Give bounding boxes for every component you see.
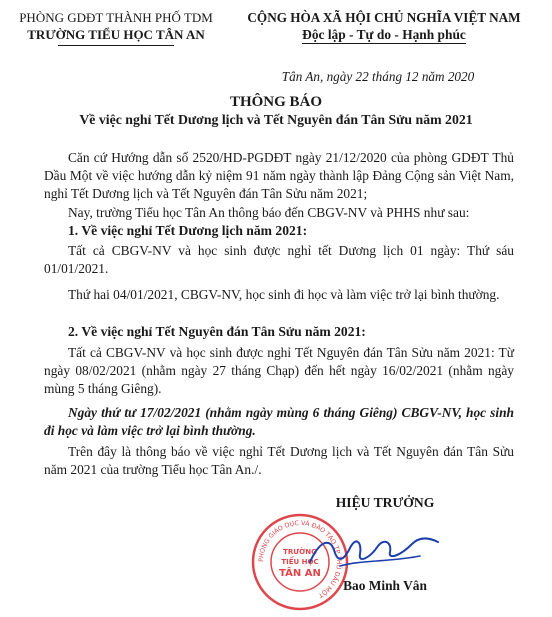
closing-paragraph: Trên đây là thông báo về việc nghỉ Tết Dương lịch và Tết Nguyên đán Tân Sửu năm 2021 của trường Tiểu học Tân An./. [44,444,514,477]
document-title: THÔNG BÁO [229,94,323,110]
motto-wrap [216,26,552,43]
signer-name: Bao Minh Vân [343,578,427,593]
header-right [216,9,552,43]
school-underline [58,45,174,46]
signer-position: HIỆU TRƯỞNG [335,495,435,510]
notice-paragraph: Nay, trường Tiểu học Tân An thông báo đến CBGV-NV và PHHS như sau: [68,205,470,220]
stamp-line-1: TRƯỜNG [283,548,317,556]
stamp-ring-text: PHÒNG GIÁO DỤC VÀ ĐÀO TẠO TP THỦ DẦU MỘT [257,519,343,599]
stamp-line-2: TIỂU HỌC [281,558,319,566]
signature-icon [300,520,450,580]
section-1-heading: 1. Về việc nghỉ Tết Dương lịch năm 2021: [68,223,308,238]
section-2-paragraph-2: Ngày thứ tư 17/02/2021 (nhằm ngày mùng 6 tháng Giêng) CBGV-NV, học sinh đi học và làm việc trở lại bình thường. [44,405,514,438]
department-name: PHÒNG GDĐT THÀNH PHỐ TDM [19,10,213,25]
intro-paragraph: Căn cứ Hướng dẫn số 2520/HD-PGDĐT ngày 21/12/2020 của phòng GDĐT Thủ Dầu Một về việc hướng dẫn kỷ niệm 91 năm ngày thành lập Đảng Cộng sản Việt Nam, nghỉ Tết Dương lịch và Tết Nguyên đán Tân Sửu năm 2021; [44,150,514,201]
section-2-heading: 2. Về việc nghỉ Tết Nguyên đán Tân Sửu năm 2021: [68,324,366,339]
country-name: CỘNG HÒA XÃ HỘI CHỦ NGHĨA VIỆT NAM [247,10,521,25]
section-1-paragraph-1: Tất cả CBGV-NV và học sinh được nghỉ tết Dương lịch 01 ngày: Thứ sáu 01/01/2021. [44,243,514,276]
place-date: Tân An, ngày 22 tháng 12 năm 2020 [281,69,475,84]
school-name: TRƯỜNG TIỂU HỌC TÂN AN [27,27,205,42]
section-2-paragraph-1: Tất cả CBGV-NV và học sinh được nghỉ Tết Nguyên đán Tân Sửu năm 2021: Từ ngày 08/02/2021 (nhằm ngày 27 tháng Chạp) đến hết ngày 16/02/2021 (nhằm ngày mùng 5 tháng Giêng). [44,345,514,396]
handwritten-signature [300,520,450,580]
stamp-line-3: TÂN AN [279,568,321,579]
section-1-paragraph-2: Thứ hai 04/01/2021, CBGV-NV, học sinh đi học và làm việc trở lại bình thường. [68,287,500,302]
header-left [10,9,222,46]
national-motto: Độc lập - Tự do - Hạnh phúc [302,27,466,42]
document-subtitle: Về việc nghỉ Tết Dương lịch và Tết Nguyên đán Tân Sửu năm 2021 [79,112,473,127]
